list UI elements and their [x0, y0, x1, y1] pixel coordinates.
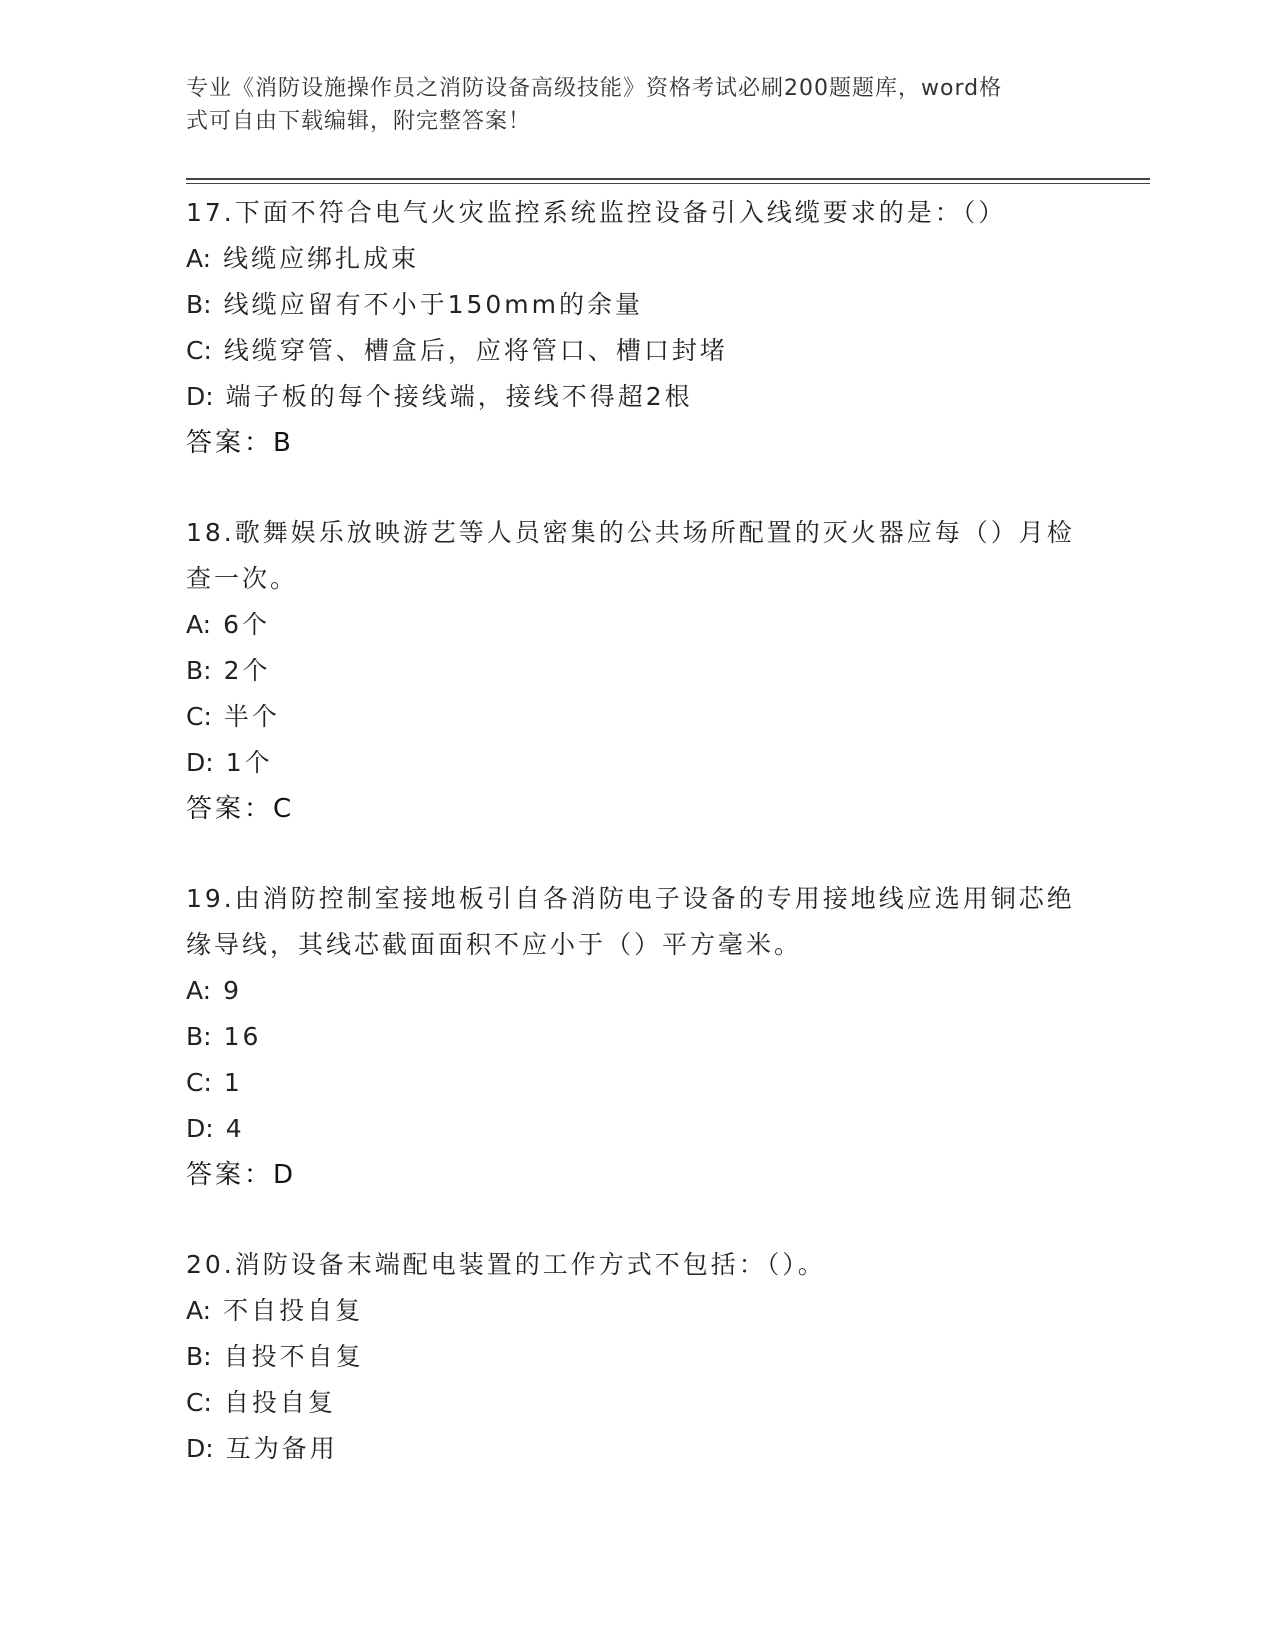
option-a — [186, 1288, 1086, 1334]
option-key: D: — [186, 1114, 214, 1143]
answer-value: C — [273, 794, 292, 824]
header-divider-thin — [186, 183, 1150, 184]
option-text: 线缆穿管、槽盒后，应将管口、槽口封堵 — [223, 336, 728, 365]
option-c — [186, 694, 1086, 740]
option-key: D: — [186, 748, 214, 777]
option-a — [186, 968, 1086, 1014]
option-key: B: — [186, 656, 212, 685]
question-18 — [186, 510, 1086, 832]
question-stem: 19.由消防控制室接地板引自各消防电子设备的专用接地线应选用铜芯绝缘导线，其线芯截面面积不应小于（）平方毫米。 — [186, 884, 1075, 959]
option-c — [186, 1060, 1086, 1106]
answer-line — [186, 1152, 1086, 1198]
option-text: 自投自复 — [223, 1388, 336, 1417]
document-header — [186, 72, 1066, 138]
question-list — [186, 190, 1086, 1516]
option-key: B: — [186, 1342, 212, 1371]
option-key: B: — [186, 290, 212, 319]
option-key: C: — [186, 702, 212, 731]
header-line-2: 式可自由下载编辑，附完整答案！ — [186, 109, 532, 134]
question-stem: 18.歌舞娱乐放映游艺等人员密集的公共场所配置的灭火器应每（）月检查一次。 — [186, 518, 1075, 593]
option-text: 自投不自复 — [223, 1342, 364, 1371]
answer-value: D — [273, 1160, 294, 1190]
option-key: D: — [186, 1434, 214, 1463]
option-c — [186, 328, 1086, 374]
question-17 — [186, 190, 1086, 466]
option-key: C: — [186, 1068, 212, 1097]
question-stem: 20.消防设备末端配电装置的工作方式不包括：（）。 — [186, 1250, 826, 1279]
header-divider-thick — [186, 178, 1150, 180]
option-text: 1 — [223, 1068, 243, 1097]
option-key: A: — [186, 1296, 212, 1325]
option-text: 1个 — [225, 748, 273, 777]
option-d — [186, 1106, 1086, 1152]
option-key: A: — [186, 976, 212, 1005]
option-text: 线缆应绑扎成束 — [223, 244, 420, 273]
option-text: 9 — [223, 976, 242, 1005]
option-key: C: — [186, 1388, 212, 1417]
option-key: A: — [186, 610, 212, 639]
option-key: C: — [186, 336, 212, 365]
question-stem: 17.下面不符合电气火灾监控系统监控设备引入线缆要求的是：（） — [186, 198, 1007, 227]
answer-value: B — [273, 428, 291, 458]
option-d — [186, 374, 1086, 420]
option-text: 端子板的每个接线端，接线不得超2根 — [225, 382, 693, 411]
answer-line — [186, 786, 1086, 832]
option-text: 线缆应留有不小于150mm的余量 — [223, 290, 644, 319]
option-key: A: — [186, 244, 212, 273]
option-b — [186, 648, 1086, 694]
option-b — [186, 282, 1086, 328]
option-text: 不自投自复 — [223, 1296, 364, 1325]
option-text: 16 — [223, 1022, 262, 1051]
option-b — [186, 1014, 1086, 1060]
answer-label: 答案： — [186, 428, 274, 458]
question-20 — [186, 1242, 1086, 1472]
option-b — [186, 1334, 1086, 1380]
option-key: D: — [186, 382, 214, 411]
option-d — [186, 740, 1086, 786]
answer-line — [186, 420, 1086, 466]
option-text: 6个 — [223, 610, 270, 639]
option-d — [186, 1426, 1086, 1472]
header-line-1: 专业《消防设施操作员之消防设备高级技能》资格考试必刷200题题库，word格 — [186, 76, 1003, 101]
option-text: 2个 — [223, 656, 271, 685]
answer-label: 答案： — [186, 794, 274, 824]
option-text: 4 — [225, 1114, 245, 1143]
option-text: 互为备用 — [225, 1434, 338, 1463]
option-text: 半个 — [223, 702, 280, 731]
option-key: B: — [186, 1022, 212, 1051]
question-19 — [186, 876, 1086, 1198]
option-a — [186, 602, 1086, 648]
option-a — [186, 236, 1086, 282]
option-c — [186, 1380, 1086, 1426]
answer-label: 答案： — [186, 1160, 274, 1190]
